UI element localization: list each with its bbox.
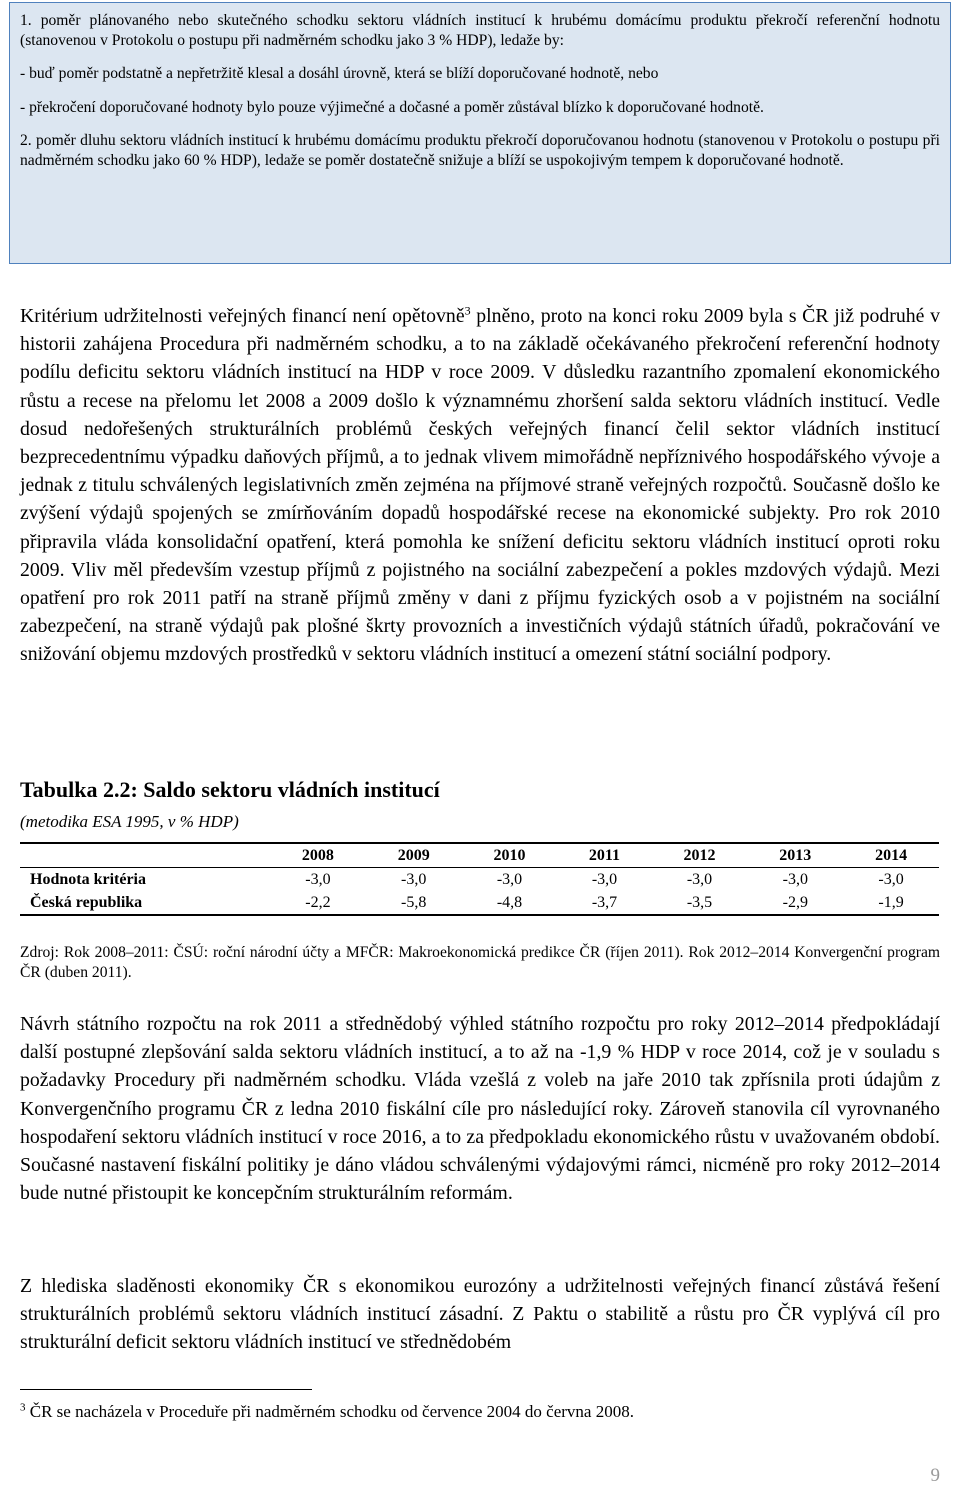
paragraph-start: Kritérium udržitelnosti veřejných financí není opětovně bbox=[20, 305, 465, 327]
paragraph-rest: plněno, proto na konci roku 2009 byla s ČR již podruhé v historii zahájena Procedura při nadměrném schodku, a to na základě očekávaného překročení referenční hodnoty podílu deficitu sektoru vládních institucí na HDP v roce 2009. V důsledku razantního zpomalení ekonomického růstu a recese na přelomu let 2008 a 2009 došlo k významnému zhoršení salda sektoru vládních institucí. Vedle dosud nedořešených strukturálních problémů českých veřejných financí čelil sektor vládních institucí bezprecedentnímu výpadku daňových příjmů, a to jednak vlivem mimořádně nepříznivého hospodářského vývoje a jednak z titulu schválených legislativních změn zejména na příjmové straně veřejných rozpočtů. Současně došlo ke zvýšení výdajů spojených se zmírňováním dopadů hospodářské recese na ekonomické subjekty. Pro rok 2010 připravila vláda konsolidační opatření, která pomohla ke snížení deficitu sektoru vládních institucí oproti roku 2009. Vliv měl především vzestup příjmů z pojistného na sociální zabezpečení a pokles mzdových výdajů. Mezi opatření pro rok 2011 patří na straně příjmů změny v dani z příjmu fyzických osob a v pojistném na sociální zabezpečení, na straně výdajů pak plošné škrty provozních a investičních výdajů státních úřadů, pokračování ve snižování objemu mzdových prostředků v sektoru vládních institucí a omezení státní sociální podpory. bbox=[20, 305, 940, 666]
header-year: 2008 bbox=[270, 843, 366, 868]
table-subtitle: (metodika ESA 1995, v % HDP) bbox=[20, 812, 239, 831]
footnote-ref[interactable]: 3 bbox=[464, 303, 471, 318]
criterion-1-text: 1. poměr plánovaného nebo skutečného schodku sektoru vládních institucí k hrubému domácímu produktu překročí referenční hodnotu (stanovenou v Protokolu o postupu při nadměrném schodku jako 3 % HDP), ledaže by: bbox=[20, 12, 940, 50]
header-year: 2012 bbox=[652, 843, 748, 868]
table-cell: -5,8 bbox=[401, 893, 427, 911]
footnote bbox=[20, 1402, 634, 1422]
footnote-text: ČR se nacházela v Proceduře při nadměrném schodku od července 2004 do června 2008. bbox=[25, 1402, 634, 1421]
table-cell: -3,0 bbox=[878, 870, 904, 888]
table-cell: -3,7 bbox=[591, 893, 618, 911]
table-cell: -4,8 bbox=[496, 893, 523, 911]
criteria-box bbox=[9, 2, 951, 264]
table-cell: -3,0 bbox=[782, 870, 808, 888]
table-cell: -3,0 bbox=[305, 870, 331, 888]
paragraph-budget-outlook bbox=[20, 1010, 940, 1207]
table-cell: -3,0 bbox=[401, 870, 427, 888]
paragraph-sustainability bbox=[20, 302, 940, 669]
header-year: 2010 bbox=[462, 843, 558, 868]
paragraph-text: Návrh státního rozpočtu na rok 2011 a střednědobý výhled státního rozpočtu pro roky 2012–2014 předpokládají další postupné zlepšování salda sektoru vládních institucí, a to až na -1,9 % HDP v roce 2014, což je v souladu s požadavky Procedury při nadměrném schodku. Vláda vzešlá z voleb na jaře 2010 tak zpřísnila proti údajům z Konvergenčního programu ČR z ledna 2010 fiskální cíle pro následující roky. Zároveň stanovila cíl vyrovnaného hospodaření sektoru vládních institucí v roce 2016, a to za předpokladu ekonomického růstu v uvažovaném období. Současné nastavení fiskální politiky je dáno vládou schválenými výdajovými rámci, nicméně pro roky 2012–2014 bude nutné přistoupit ke koncepčním strukturálním reformám. bbox=[20, 1013, 940, 1205]
row-label: Česká republika bbox=[30, 893, 143, 911]
footnote-marker: 3 bbox=[20, 1401, 26, 1414]
criterion-2-text: 2. poměr dluhu sektoru vládních institucí k hrubému domácímu produktu překročí doporučovanou hodnotu (stanovenou v Protokolu o postupu při nadměrném schodku jako 60 % HDP), ledaže se poměr dostatečně snižuje a blíží se uspokojivým tempem k doporučované hodnotě. bbox=[20, 131, 940, 170]
header-year: 2014 bbox=[843, 843, 939, 868]
table-header-row bbox=[20, 843, 939, 868]
table-cell: -3,0 bbox=[496, 870, 523, 888]
saldo-table bbox=[20, 842, 939, 916]
header-year: 2009 bbox=[366, 843, 462, 868]
table-cell: -3,5 bbox=[686, 893, 713, 911]
table-cell: -3,0 bbox=[686, 870, 713, 888]
header-empty bbox=[20, 843, 270, 868]
criterion-1-option-a: - buď poměr podstatně a nepřetržitě klesal a dosáhl úrovně, která se blíží doporučované hodnotě, nebo bbox=[20, 65, 659, 83]
row-label: Hodnota kritéria bbox=[30, 870, 146, 888]
paragraph-text: Z hlediska sladěnosti ekonomiky ČR s ekonomikou eurozóny a udržitelnosti veřejných financí zůstává řešení strukturálních problémů sektoru vládních institucí zásadní. Z Paktu o stabilitě a růstu pro ČR vyplývá cíl pro strukturální deficit sektoru vládních institucí ve střednědobém bbox=[20, 1275, 940, 1354]
table-cell: -1,9 bbox=[878, 893, 904, 911]
paragraph-eurozone bbox=[20, 1272, 940, 1357]
header-year: 2013 bbox=[747, 843, 843, 868]
page-number: 9 bbox=[930, 1465, 940, 1486]
table-title: Tabulka 2.2: Saldo sektoru vládních institucí bbox=[20, 777, 440, 802]
table-row bbox=[20, 868, 939, 892]
footnote-separator bbox=[20, 1389, 312, 1390]
table-cell: -2,9 bbox=[782, 893, 808, 911]
table-cell: -3,0 bbox=[591, 870, 618, 888]
table-row bbox=[20, 891, 939, 915]
table-cell: -2,2 bbox=[305, 893, 331, 911]
header-year: 2011 bbox=[557, 843, 651, 868]
table-source: Zdroj: Rok 2008–2011: ČSÚ: roční národní účty a MFČR: Makroekonomická predikce ČR (říjen 2011). Rok 2012–2014 Konvergenční program ČR (duben 2011). bbox=[20, 944, 940, 981]
criterion-1-option-b: - překročení doporučované hodnoty bylo pouze výjimečné a dočasné a poměr zůstával blízko k doporučované hodnotě. bbox=[20, 98, 764, 116]
